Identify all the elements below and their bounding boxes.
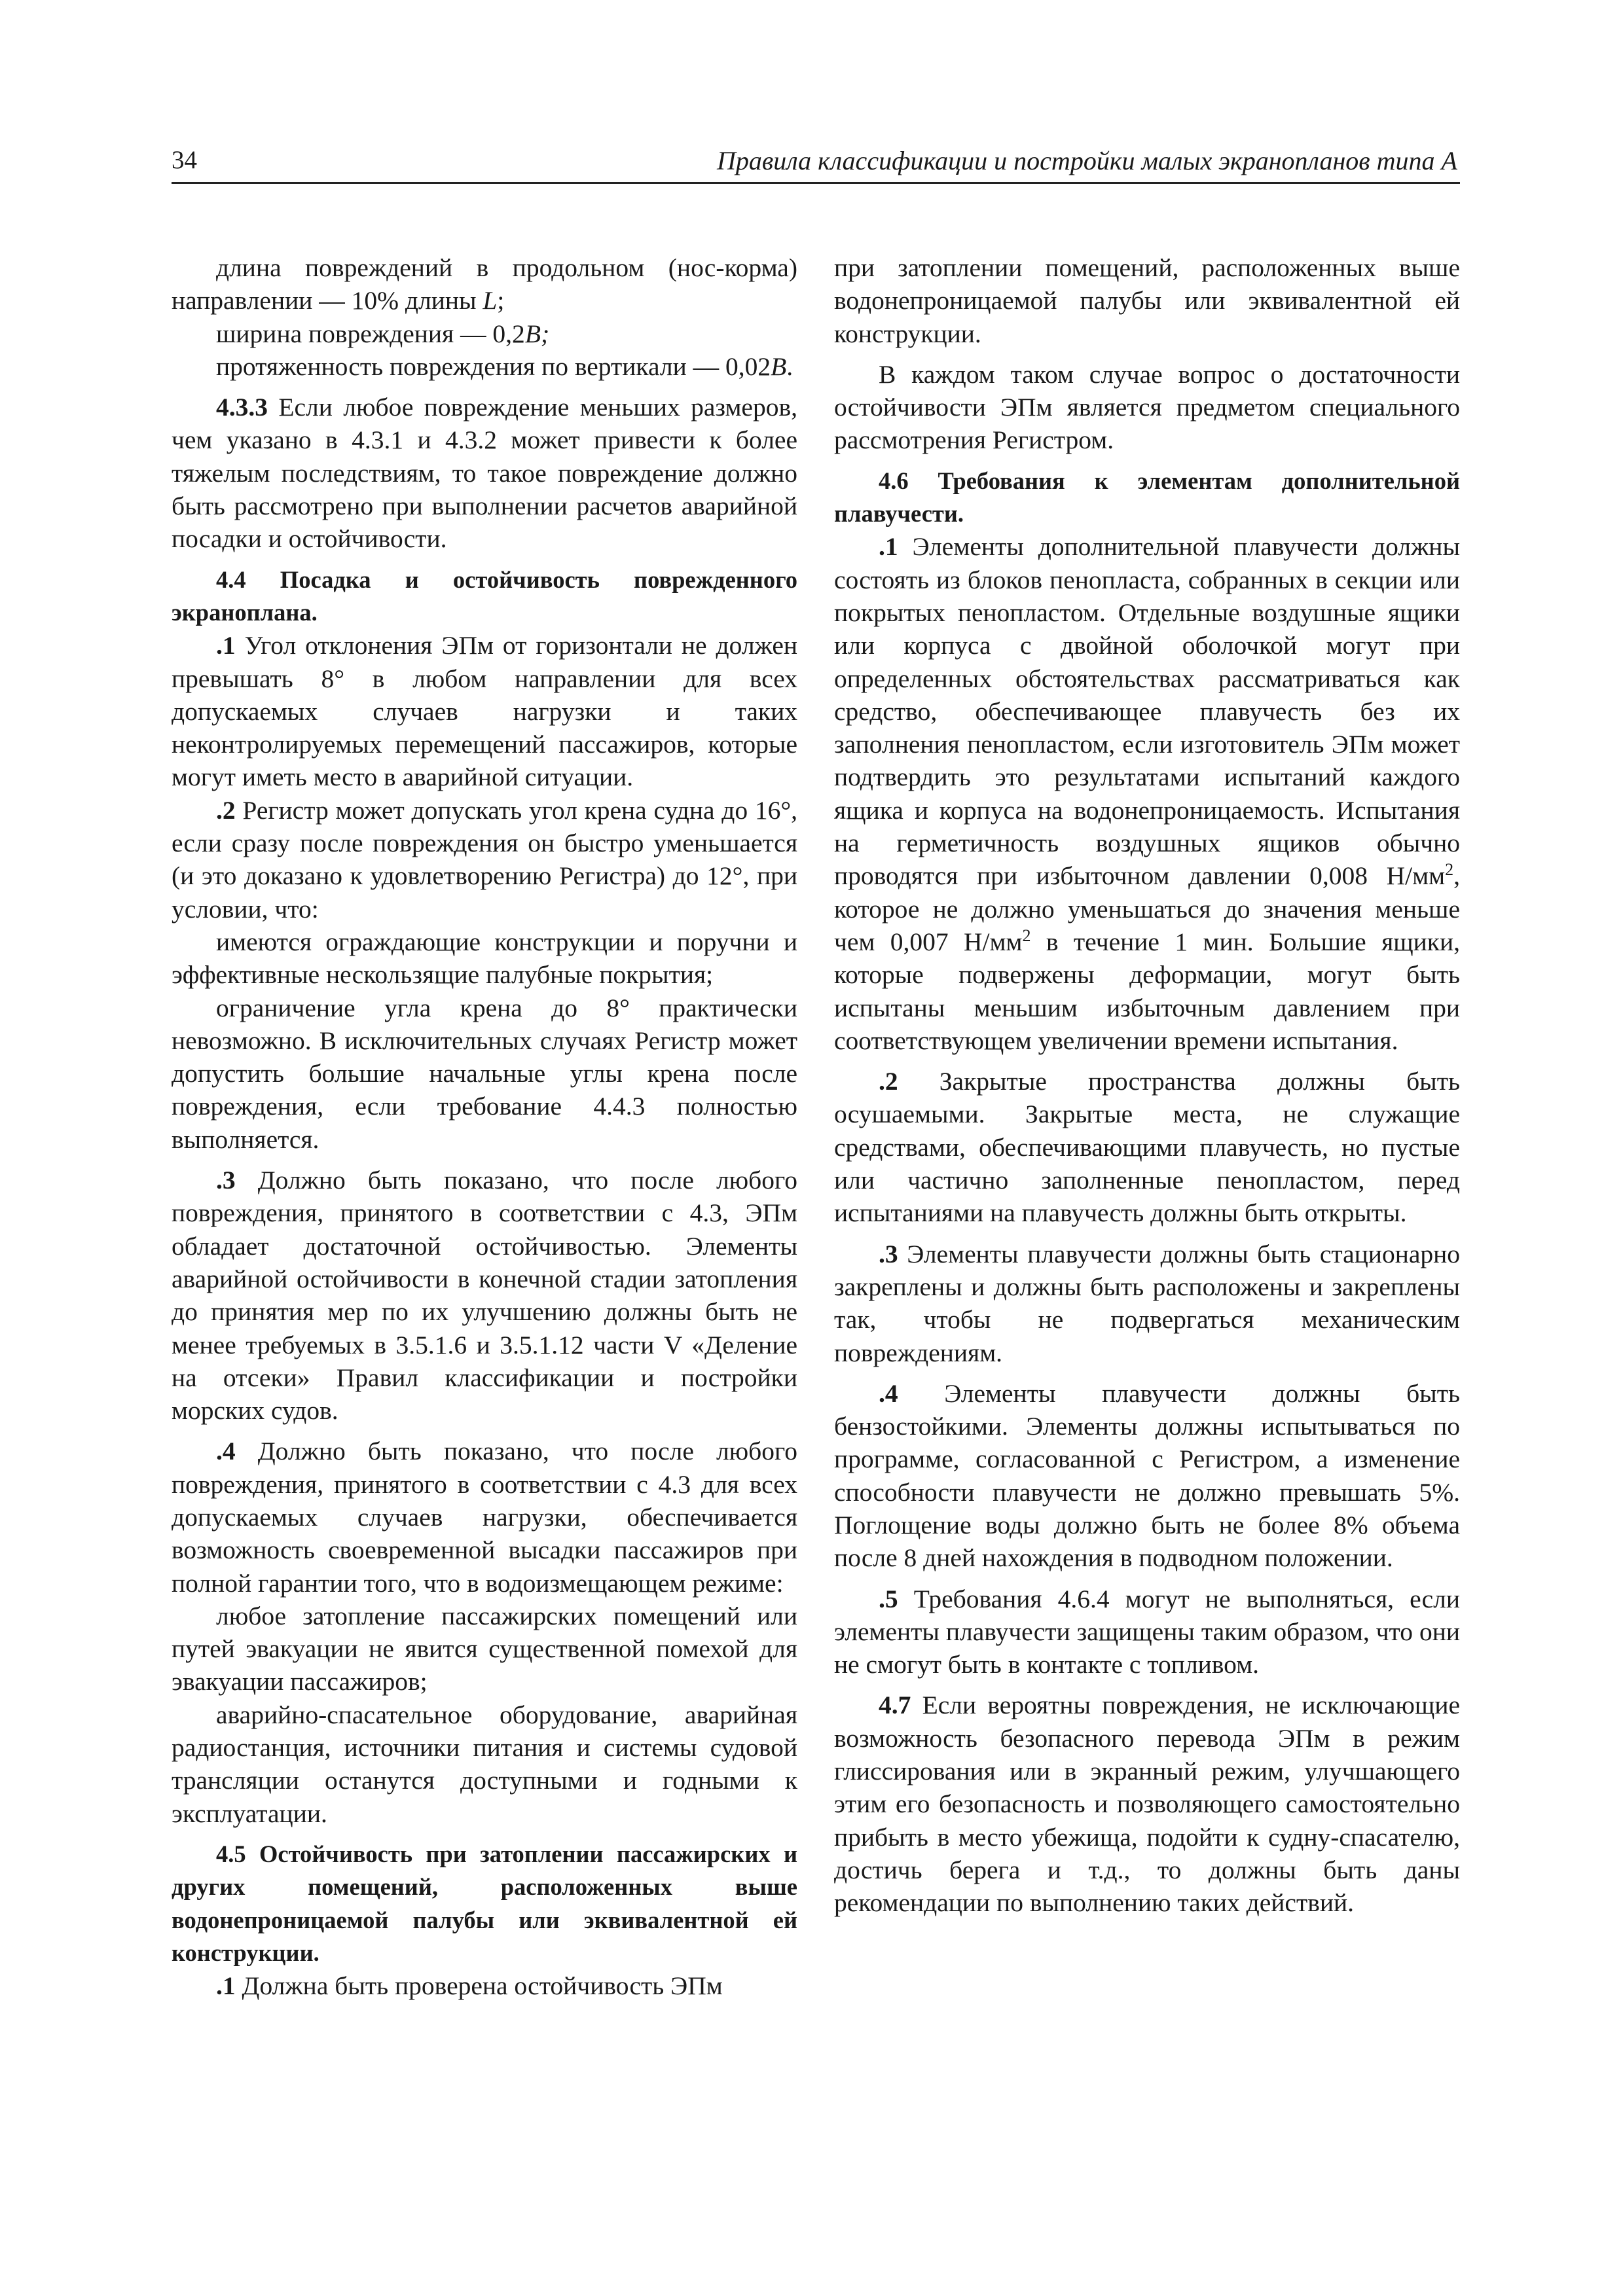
paragraph: ширина повреждения — 0,2B;: [216, 319, 550, 348]
section-4-4-1: .1 Угол отклонения ЭПм от горизонтали не должен превышать 8° в любом направлении для всех допускаемых случаев нагрузки и таких неконтролируемых перемещений пассажиров, которые могут иметь место в аварийной ситуации.: [172, 631, 797, 792]
section-4-4-2: .2 Регистр может допускать угол крена судна до 16°, если сразу после повреждения он быстро уменьшается (и это доказано к удовлетворению Регистра) до 12°, при условии, что:: [172, 795, 797, 924]
paragraph: длина повреждений в продольном (нос-корма) направлении — 10% длины L;: [172, 253, 797, 315]
list-item: ограничение угла крена до 8° практически невозможно. В исключительных случаях Регистр может допустить большие начальные углы крена после повреждения, если требование 4.4.3 полностью выполняется.: [172, 993, 797, 1154]
section-4-4-3: .3 Должно быть показано, что после любого повреждения, принятого в соответствии с 4.3, ЭПм обладает достаточной остойчивостью. Элементы аварийной остойчивости в конечной стадии затопления до принятия мер по их улучшению должны быть не менее требуемых в 3.5.1.6 и 3.5.1.12 части V «Деление на отсеки» Правил классификации и постройки морских судов.: [172, 1166, 797, 1426]
section-4-4-4: .4 Должно быть показано, что после любого повреждения, принятого в соответствии с 4.3 для всех допускаемых случаев нагрузки, обеспечивается возможность своевременной высадки пассажиров при полной гарантии того, что в водоизмещающем режиме:: [172, 1437, 797, 1598]
left-column: [172, 251, 797, 2002]
section-heading-4-4: 4.4 Посадка и остойчивость поврежденного экраноплана.: [172, 565, 797, 626]
section-heading-4-5: 4.5 Остойчивость при затоплении пассажирских и других помещений, расположенных выше водонепроницаемой палубы или эквивалентной ей конструкции.: [172, 1840, 797, 1966]
list-item: любое затопление пассажирских помещений или путей эвакуации не явится существенной помехой для эвакуации пассажиров;: [172, 1601, 797, 1696]
section-heading-4-6: 4.6 Требования к элементам дополнительной плавучести.: [834, 467, 1460, 528]
section-4-6-4: .4 Элементы плавучести должны быть бензостойкими. Элементы должны испытываться по программе, согласованной с Регистром, а изменение способности плавучести не должно превышать 5%. Поглощение воды должно быть не более 8% объема после 8 дней нахождения в подводном положении.: [834, 1378, 1460, 1573]
section-4-7: 4.7 Если вероятны повреждения, не исключающие возможность безопасного перевода ЭПм в режим глиссирования или в экранный режим, улучшающего этим его безопасность и позволяющего самостоятельно прибыть в место убежища, подойти к судну-спасателю, достичь берега и т.д., то должны быть даны рекомендации по выполнению таких действий.: [834, 1691, 1460, 1918]
section-4-6-1: .1 Элементы дополнительной плавучести должны состоять из блоков пенопласта, собранных в секции или покрытых пенопластом. Отдельные воздушные ящики или корпуса с двойной оболочкой могут при определенных обстоятельствах рассматриваться как средство, обеспечивающее плавучесть без их заполнения пенопластом, если изготовитель ЭПм может подтвердить это результатами испытаний каждого ящика и корпуса на водонепроницаемость. Испытания на герметичность воздушных ящиков обычно проводятся при избыточном давлении 0,008 $Н/мм^2$, которое не должно уменьшаться до значения меньше чем 0,007 $Н/мм^2$ в течение 1 мин. Большие ящики, которые подвержены деформации, могут быть испытаны меньшим избыточным давлением при соответствующем увеличении времени испытания.: [834, 532, 1460, 1055]
section-4-3-3: 4.3.3 Если любое повреждение меньших размеров, чем указано в 4.3.1 и 4.3.2 может привести к более тяжелым последствиям, то такое повреждение должно быть рассмотрено при выполнении расчетов аварийной посадки и остойчивости.: [172, 393, 797, 554]
list-item: имеются ограждающие конструкции и поручни и эффективные нескользящие палубные покрытия;: [172, 927, 797, 990]
section-4-5-1: .1 Должна быть проверена остойчивость ЭПм: [216, 1971, 723, 2001]
paragraph: при затоплении помещений, расположенных выше водонепроницаемой палубы или эквивалентной ей конструкции.: [834, 253, 1460, 348]
paragraph: протяженность повреждения по вертикали — 0,02B.: [216, 351, 793, 381]
list-item: аварийно-спасательное оборудование, аварийная радиостанция, источники питания и системы судовой трансляции останутся доступными и годными к эксплуатации.: [172, 1700, 797, 1828]
running-title: Правила классификации и постройки малых экранопланов типа А: [716, 146, 1457, 175]
right-column: [834, 251, 1460, 1920]
page-number: 34: [172, 146, 197, 174]
page-header: [172, 143, 1460, 184]
section-4-6-3: .3 Элементы плавучести должны быть стационарно закреплены и должны быть расположены и закреплены так, чтобы не подвергаться механическим повреждениям.: [834, 1239, 1460, 1367]
section-4-6-2: .2 Закрытые пространства должны быть осушаемыми. Закрытые места, не служащие средствами, обеспечивающими плавучесть, но пустые или частично заполненные пенопластом, перед испытаниями на плавучесть должны быть открыты.: [834, 1067, 1460, 1228]
paragraph: В каждом таком случае вопрос о достаточности остойчивости ЭПм является предметом специального рассмотрения Регистром.: [834, 359, 1460, 455]
section-4-6-5: .5 Требования 4.6.4 могут не выполняться, если элементы плавучести защищены таким образом, что они не смогут быть в контакте с топливом.: [834, 1584, 1460, 1679]
